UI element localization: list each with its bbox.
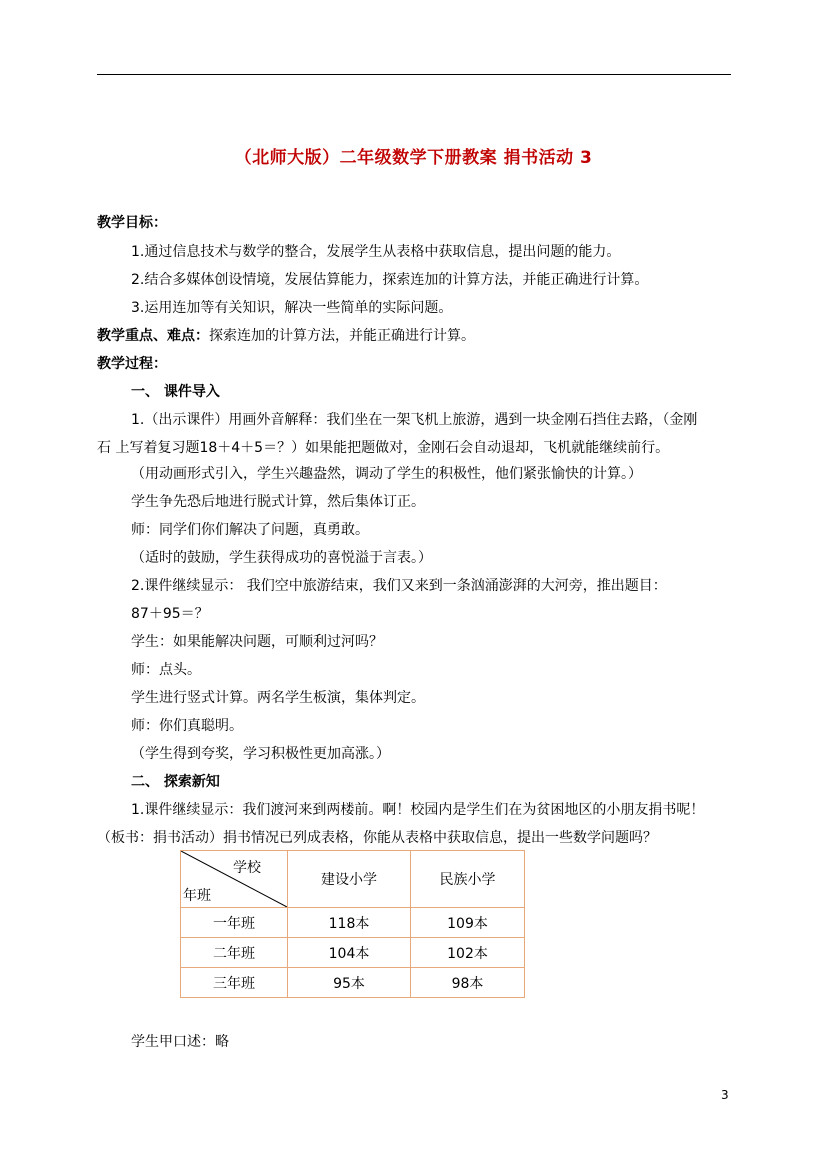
column-header: 建设小学 [288, 851, 411, 908]
section1-line: （适时的鼓励，学生获得成功的喜悦溢于言表。） [131, 550, 432, 566]
table-cell: 102本 [411, 938, 525, 968]
section1-line: 学生争先恐后地进行脱式计算，然后集体订正。 [131, 494, 425, 510]
section1-line: 学生：如果能解决问题，可顺利过河吗？ [131, 634, 383, 650]
closing-line: 学生甲口述：略 [131, 1034, 229, 1050]
process-heading: 教学过程： [97, 356, 167, 372]
objectives-heading: 教学目标： [97, 215, 167, 231]
table-cell: 98本 [411, 968, 525, 998]
table-cell: 109本 [411, 908, 525, 938]
page-number: 3 [721, 1088, 729, 1102]
section1-line: 石 上写着复习题18＋4＋5＝？）如果能把题做对，金刚石会自动退却，飞机就能继续前行。 [97, 440, 670, 456]
section1-line: 师：你们真聪明。 [131, 718, 243, 734]
page-title: （北师大版）二年级数学下册教案 捐书活动 3 [234, 148, 593, 168]
table-cell: 104本 [288, 938, 411, 968]
section1-line: 师：点头。 [131, 662, 201, 678]
table-row [181, 968, 525, 998]
section2-line: （板书：捐书活动）捐书情况已列成表格，你能从表格中获取信息，提出一些数学问题吗？ [97, 830, 657, 846]
section1-line: 师：同学们你们解决了问题，真勇敢。 [131, 522, 369, 538]
row-label: 二年班 [181, 938, 288, 968]
section1-line: （用动画形式引入，学生兴趣盎然，调动了学生的积极性，他们紧张愉快的计算。） [131, 466, 642, 482]
section1-line: 1.（出示课件）用画外音解释：我们坐在一架飞机上旅游，遇到一块金刚石挡住去路，（金刚 [131, 412, 698, 428]
key-points-heading: 教学重点、难点： [97, 328, 209, 344]
donation-table [180, 850, 525, 998]
key-points [97, 326, 475, 346]
corner-cell [181, 851, 288, 908]
objective-item: 3.运用连加等有关知识，解决一些简单的实际问题。 [131, 300, 453, 316]
row-label: 一年班 [181, 908, 288, 938]
objective-item: 1.通过信息技术与数学的整合，发展学生从表格中获取信息，提出问题的能力。 [131, 244, 621, 260]
section1-line: （学生得到夸奖，学习积极性更加高涨。） [131, 746, 390, 762]
row-label: 三年班 [181, 968, 288, 998]
table-row [181, 938, 525, 968]
table-cell: 118本 [288, 908, 411, 938]
table-row [181, 908, 525, 938]
corner-top-label: 学校 [233, 860, 261, 876]
section1-line: 2.课件继续显示： 我们空中旅游结束，我们又来到一条汹涌澎湃的大河旁，推出题目： [131, 578, 667, 594]
section1-heading: 一、 课件导入 [131, 384, 220, 400]
section1-line: 87＋95＝？ [131, 606, 209, 622]
table-cell: 95本 [288, 968, 411, 998]
section1-line: 学生进行竖式计算。两名学生板演，集体判定。 [131, 690, 425, 706]
header-rule [97, 74, 731, 75]
table-header-row [181, 851, 525, 908]
column-header: 民族小学 [411, 851, 525, 908]
section2-heading: 二、 探索新知 [131, 774, 220, 790]
section2-line: 1.课件继续显示：我们渡河来到两楼前。啊！校园内是学生们在为贫困地区的小朋友捐书呢！ [131, 802, 705, 818]
corner-bottom-label: 年班 [183, 888, 211, 904]
key-points-text: 探索连加的计算方法，并能正确进行计算。 [209, 328, 475, 344]
objective-item: 2.结合多媒体创设情境，发展估算能力，探索连加的计算方法，并能正确进行计算。 [131, 272, 649, 288]
